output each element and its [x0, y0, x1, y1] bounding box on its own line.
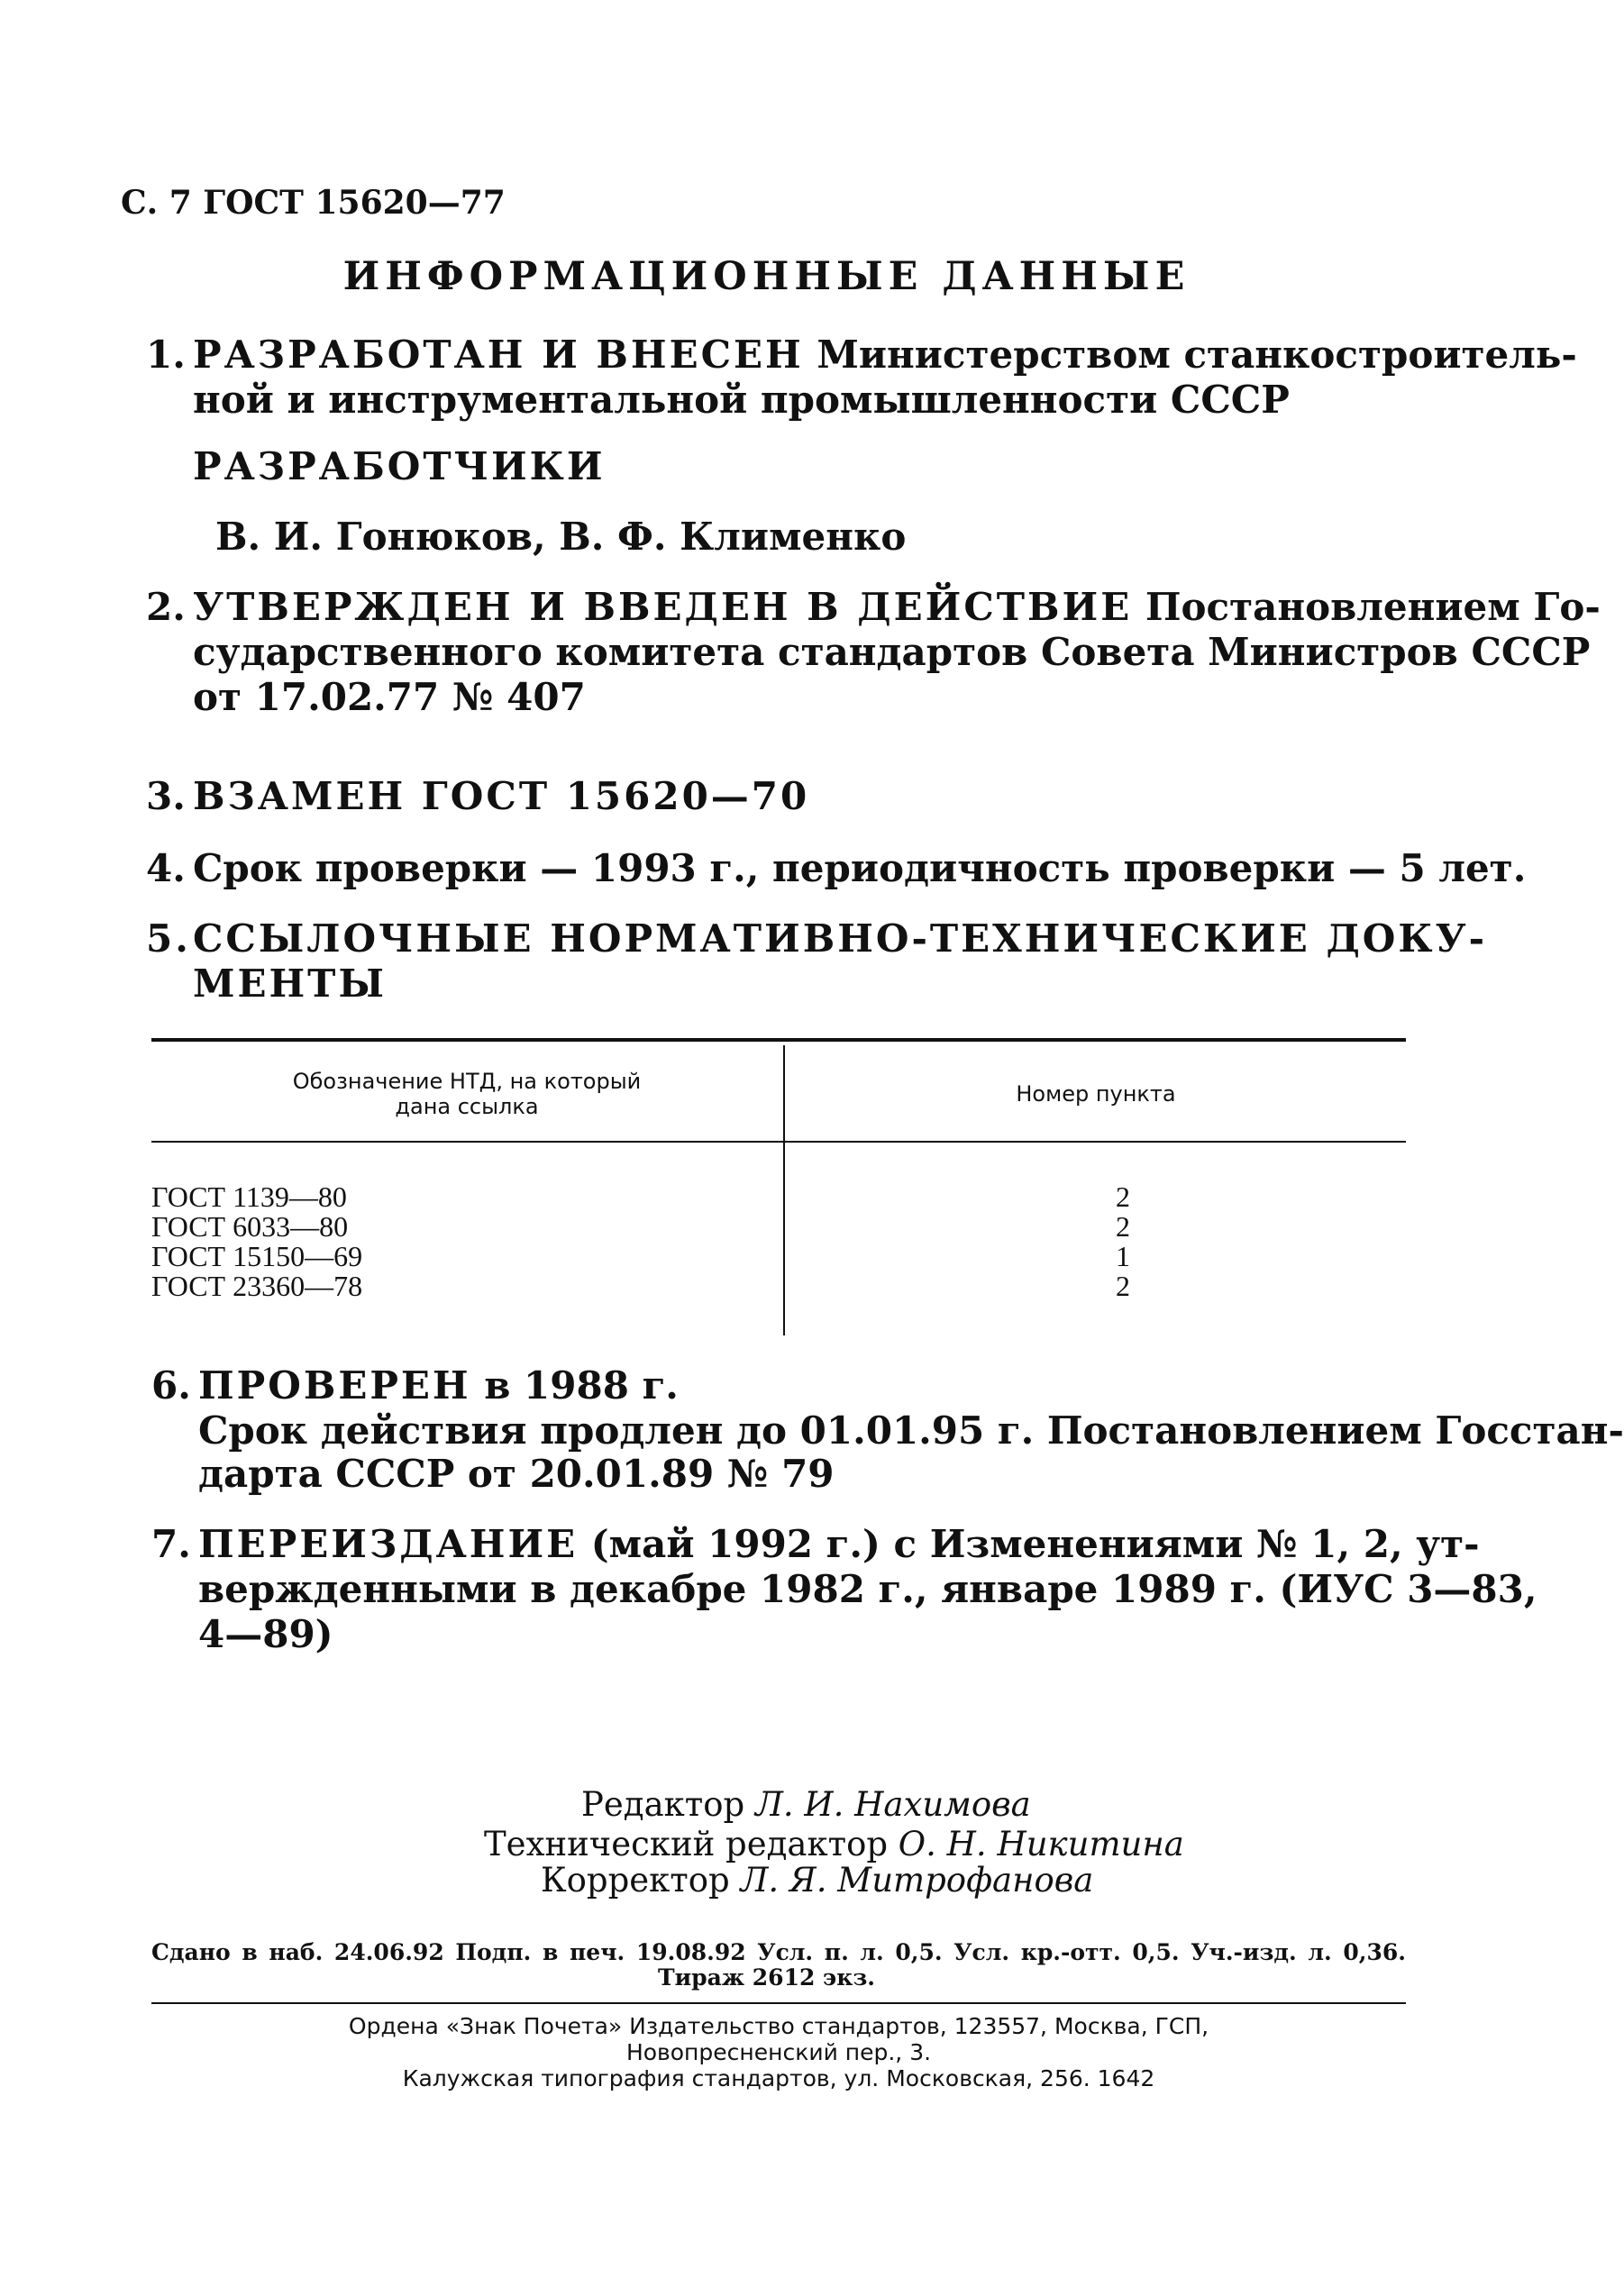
- table-cell-doc: ГОСТ 23360—78: [151, 1270, 363, 1302]
- item-6-line-2-text: Срок действия продлен до 01.01.95 г. Постановлением Госстан-: [198, 1408, 1624, 1453]
- item-5-line-1: [146, 916, 1488, 962]
- item-2-line-3: от 17.02.77 № 407: [193, 675, 586, 719]
- credit-editor: [581, 1786, 1031, 1824]
- item-6-line-3: дарта СССР от 20.01.89 № 79: [198, 1452, 835, 1496]
- table-col1-header-line-2: дана ссылка: [395, 1094, 539, 1119]
- table-col2-cells: [1096, 1182, 1150, 1301]
- item-5-word-1: ССЫЛОЧНЫЕ: [193, 916, 534, 961]
- item-6-head-rest: в 1988 г.: [484, 1363, 679, 1408]
- table-col2-header: Номер пункта: [1016, 1081, 1176, 1107]
- credit-corrector: [541, 1862, 1093, 1900]
- item-1-head: РАЗРАБОТАН И ВНЕСЕН: [193, 333, 804, 377]
- item-6-line-2: [198, 1408, 1624, 1454]
- item-5-line-2: МЕНТЫ: [193, 961, 387, 1006]
- page-header: С. 7 ГОСТ 15620—77: [121, 184, 506, 222]
- print-info-line-2: Тираж 2612 экз.: [658, 1964, 875, 1991]
- corrector-name: Л. Я. Митрофанова: [740, 1861, 1094, 1900]
- item-2-line-2: [193, 629, 1591, 676]
- item-2-head: УТВЕРЖДЕН И ВВЕДЕН В ДЕЙСТВИЕ: [193, 585, 1133, 629]
- item-2-line-2-text: сударственного комитета стандартов Совета Министров СССР: [193, 630, 1591, 674]
- item-7-line-3: 4—89): [198, 1612, 333, 1656]
- item-7-line-2-text: вержденными в декабре 1982 г., январе 1989 г. (ИУС 3—83,: [198, 1567, 1537, 1611]
- table-header-rule: [151, 1141, 1406, 1143]
- developers-heading: РАЗРАБОТЧИКИ: [193, 444, 606, 488]
- page-title: ИНФОРМАЦИОННЫЕ ДАННЫЕ: [342, 254, 1191, 299]
- item-7-text: (май 1992 г.) с Изменениями № 1, 2, ут-: [590, 1522, 1480, 1566]
- corrector-label: Корректор: [541, 1861, 730, 1900]
- tech-editor-label: Технический редактор: [484, 1825, 889, 1863]
- item-7-line-1: [151, 1521, 1480, 1568]
- item-4-number: 4.: [146, 846, 186, 890]
- item-2-text: Постановлением Го-: [1145, 585, 1601, 629]
- imprint-line-2: Новопресненский пер., 3.: [625, 2039, 932, 2065]
- item-6-head: ПРОВЕРЕН: [198, 1363, 471, 1408]
- item-3-number: 3.: [146, 774, 186, 818]
- item-4-text: Срок проверки — 1993 г., периодичность проверки — 5 лет.: [193, 846, 1527, 890]
- editor-label: Редактор: [581, 1785, 745, 1824]
- item-1-line-2: ной и инструментальной промышленности СССР: [193, 378, 1290, 422]
- item-6-line-1: [151, 1362, 679, 1409]
- item-1-number: 1.: [146, 333, 186, 377]
- table-cell-clause: 2: [1116, 1180, 1130, 1213]
- table-cell-doc: ГОСТ 6033—80: [151, 1210, 349, 1243]
- item-2-line-1: [146, 584, 1601, 631]
- imprint-line-3: Калужская типография стандартов, ул. Московская, 256. 1642: [402, 2065, 1155, 2091]
- tech-editor-name: О. Н. Никитина: [898, 1825, 1184, 1863]
- item-5-word-2: НОРМАТИВНО-ТЕХНИЧЕСКИЕ: [550, 916, 1310, 961]
- item-7-line-2: [198, 1566, 1537, 1613]
- item-7-head: ПЕРЕИЗДАНИЕ: [198, 1522, 579, 1566]
- item-3-text: ВЗАМЕН ГОСТ 15620—70: [193, 774, 810, 818]
- editor-name: Л. И. Нахимова: [754, 1785, 1031, 1824]
- item-7-number: 7.: [151, 1522, 191, 1566]
- table-column-divider: [783, 1045, 785, 1335]
- table-cell-clause: 2: [1116, 1270, 1130, 1302]
- item-5-word-3: ДОКУ-: [1326, 916, 1488, 961]
- print-info-line-1-text: Сдано в наб. 24.06.92 Подп. в печ. 19.08.92 Усл. п. л. 0,5. Усл. кр.-отт. 0,5. Уч.-изд. л. 0,36.: [151, 1939, 1406, 1965]
- imprint-rule: [151, 2002, 1406, 2004]
- table-cell-clause: 1: [1116, 1240, 1130, 1272]
- table-cell-doc: ГОСТ 1139—80: [151, 1180, 347, 1213]
- table-col1-header-line-1: Обозначение НТД, на который: [292, 1069, 642, 1094]
- imprint: [151, 2013, 1406, 2091]
- item-4: [146, 845, 1527, 892]
- table-col1-header: [151, 1069, 782, 1119]
- credit-tech-editor: [484, 1826, 1184, 1863]
- imprint-line-1: Ордена «Знак Почета» Издательство стандартов, 123557, Москва, ГСП,: [348, 2013, 1209, 2039]
- item-3: [146, 773, 809, 820]
- developers-names: В. И. Гонюков, В. Ф. Клименко: [215, 515, 907, 559]
- table-cell-clause: 2: [1116, 1210, 1130, 1243]
- item-2-number: 2.: [146, 585, 186, 629]
- item-6-number: 6.: [151, 1363, 191, 1408]
- item-1-text: Министерством станкостроитель-: [817, 333, 1577, 377]
- item-5-number: 5.: [146, 916, 191, 961]
- item-1-line-1: [146, 332, 1577, 378]
- table-col1-cells: [151, 1182, 362, 1301]
- table-top-rule: [151, 1038, 1406, 1042]
- table-cell-doc: ГОСТ 15150—69: [151, 1240, 363, 1272]
- print-info-line-1: [151, 1939, 1406, 1965]
